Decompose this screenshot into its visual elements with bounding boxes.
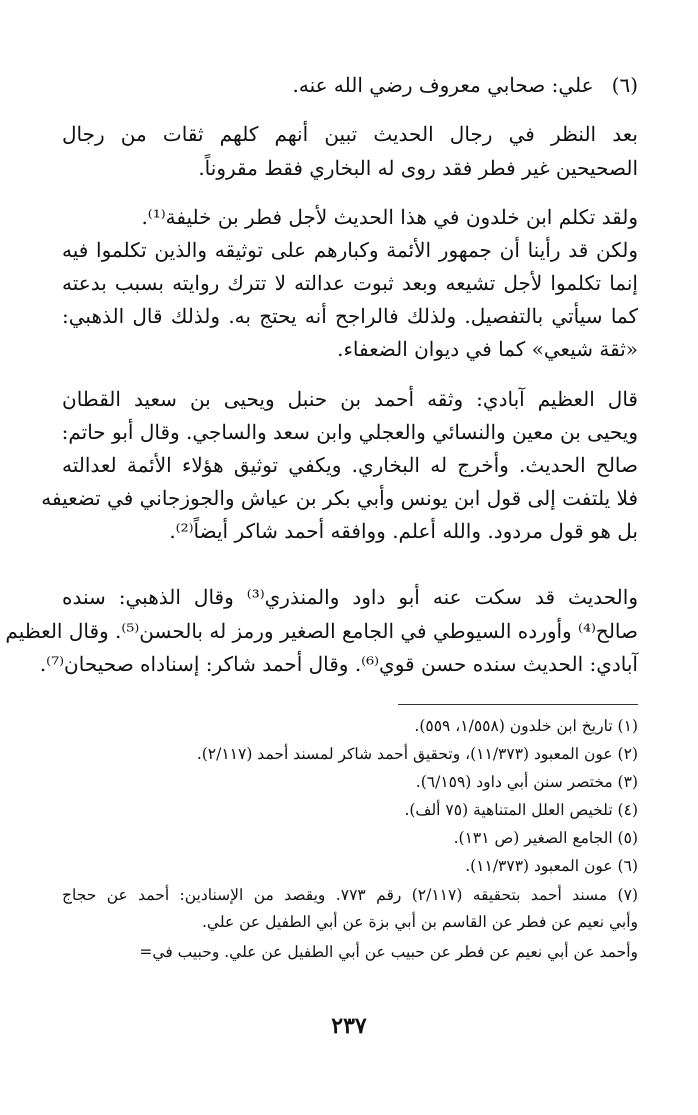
- footnote-5: (٥) الجامع الصغير (ص ١٣١).: [453, 829, 638, 847]
- paragraph-2-line-4: كما سيأتي بالتفصيل. ولذلك فالراجح أنه يحتج به. ولذلك قال الذهبي:: [62, 304, 638, 328]
- paragraph-1-line-2: الصحيحين غير فطر فقد روى له البخاري فقط مقروناً.: [198, 156, 638, 180]
- paragraph-3-line-2: ويحيى بن معين والنسائي والعجلي وابن سعد والساجي. وقال أبو حاتم:: [61, 420, 638, 444]
- paragraph-2-line-1: ولقد تكلم ابن خلدون في هذا الحديث لأجل فطر بن خليفة⁽¹⁾.: [141, 205, 638, 229]
- footnote-4: (٤) تلخيص العلل المتناهية (٧٥ ألف).: [404, 801, 638, 819]
- footnote-2: (٢) عون المعبود (١١/٣٧٣)، وتحقيق أحمد شاكر لمسند أحمد (٢/١١٧).: [196, 745, 638, 763]
- paragraph-2-line-5: «ثقة شيعي» كما في ديوان الضعفاء.: [337, 337, 638, 361]
- footnote-6: (٦) عون المعبود (١١/٣٧٣).: [465, 857, 638, 875]
- paragraph-4-line-1: والحديث قد سكت عنه أبو داود والمنذري⁽³⁾ وقال الذهبي: سنده: [62, 585, 638, 609]
- paragraph-4-line-2: صالح⁽⁴⁾ وأورده السيوطي في الجامع الصغير ورمز له بالحسن⁽⁵⁾. وقال العظيم: [5, 619, 638, 643]
- section-heading: [238, 70, 638, 100]
- paragraph-2-line-3: إنما تكلموا لأجل تشيعه وبعد ثبوت عدالته لا تترك روايته بسبب بدعته: [62, 271, 638, 295]
- paragraph-2-line-2: ولكن قد رأينا أن جمهور الأئمة وكبارهم على توثيقه والذين تكلموا فيه: [62, 238, 638, 262]
- paragraph-3-line-1: قال العظيم آبادي: وثقه أحمد بن حنبل ويحيى بن سعيد القطان: [62, 387, 638, 411]
- paragraph-3-line-5: بل هو قول مردود. والله أعلم. ووافقه أحمد شاكر أيضاً⁽²⁾.: [169, 519, 638, 543]
- paragraph-1-line-1: بعد النظر في رجال الحديث تبين أنهم كلهم ثقات من رجال: [62, 122, 638, 146]
- paragraph-3-line-3: صالح الحديث. وأخرج له البخاري. ويكفي توثيق هؤلاء الأئمة لعدالته: [62, 453, 638, 477]
- section-number: (٦): [611, 73, 638, 97]
- footnote-7-line-2: وأبي نعيم عن فطر عن القاسم بن أبي بزة عن أبي الطفيل عن علي.: [201, 913, 638, 931]
- footnote-1: (١) تاريخ ابن خلدون (١/٥٥٨، ٥٥٩).: [414, 717, 638, 735]
- section-heading-text: علي: صحابي معروف رضي الله عنه.: [292, 73, 594, 97]
- footnote-7-line-3: وأحمد عن أبي نعيم عن فطر عن حبيب عن أبي الطفيل عن علي. وحبيب في=: [139, 943, 638, 961]
- footnote-separator: [398, 704, 638, 705]
- footnote-7-line-1: (٧) مسند أحمد بتحقيقه (٢/١١٧) رقم ٧٧٣. ويقصد من الإسنادين: أحمد عن حجاج: [62, 886, 638, 904]
- page-number: ٢٣٧: [331, 1013, 367, 1039]
- paragraph-3-line-4: فلا يلتفت إلى قول ابن يونس وأبي بكر بن عياش والجوزجاني في تضعيفه: [41, 486, 638, 510]
- footnote-3: (٣) مختصر سنن أبي داود (٦/١٥٩).: [415, 773, 638, 791]
- paragraph-4-line-3: آبادي: الحديث سنده حسن قوي⁽⁶⁾. وقال أحمد شاكر: إسناداه صحيحان⁽⁷⁾.: [39, 652, 638, 676]
